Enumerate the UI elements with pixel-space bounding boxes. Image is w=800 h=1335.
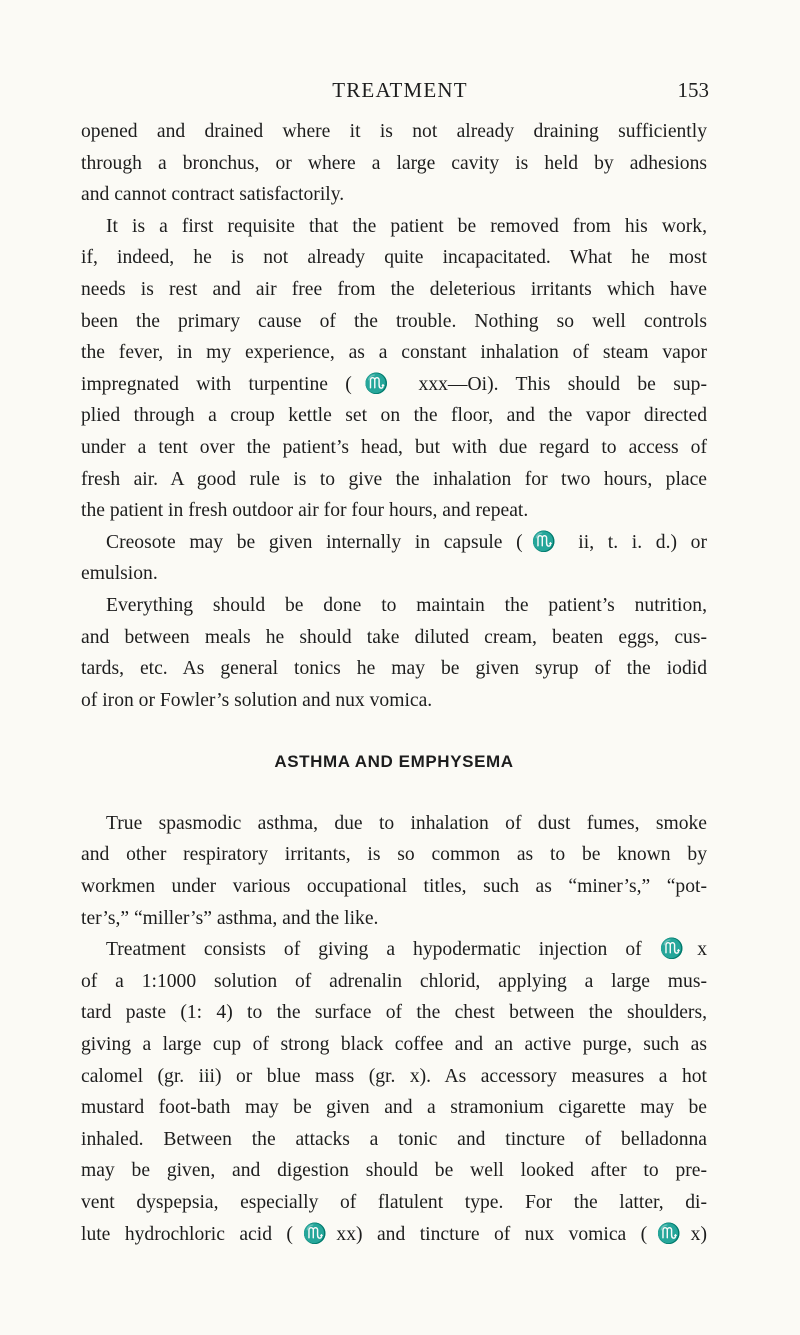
text-line: Everything should be done to maintain the patient’s nutrition, [106, 594, 707, 616]
section-heading: ASTHMA AND EMPHYSEMA [274, 752, 514, 772]
text-line: tard paste (1: 4) to the surface of the chest between the shoulders, [81, 1002, 707, 1024]
text-line: lute hydrochloric acid (♏xx) and tincture of nux vomica (♏x) [81, 1223, 707, 1245]
text-line: through a bronchus, or where a large cavity is held by adhesions [81, 152, 707, 174]
text-line: been the primary cause of the trouble. Nothing so well controls [81, 310, 707, 332]
text-line: of a 1:1000 solution of adrenalin chlorid, applying a large mus- [81, 970, 707, 992]
text-line: impregnated with turpentine (♏ xxx—Oi). This should be sup- [81, 373, 707, 395]
page-number: 153 [677, 78, 709, 102]
text-line: the patient in fresh outdoor air for four hours, and repeat. [81, 500, 529, 522]
text-line: tards, etc. As general tonics he may be given syrup of the iodid [81, 658, 707, 680]
paragraph-drainage [81, 116, 707, 211]
text-line: and cannot contract satisfactorily. [81, 184, 345, 206]
text-line: needs is rest and air free from the deleterious irritants which have [81, 278, 707, 300]
text-line: under a tent over the patient’s head, but with due regard to access of [81, 436, 707, 458]
text-line: opened and drained where it is not already draining sufficiently [81, 121, 707, 142]
text-line: mustard foot-bath may be given and a stramonium cigarette may be [81, 1097, 707, 1119]
text-line: It is a first requisite that the patient be removed from his work, [106, 215, 707, 237]
text-line: ter’s,” “miller’s” asthma, and the like. [81, 907, 379, 929]
text-line: True spasmodic asthma, due to inhalation of dust fumes, smoke [106, 812, 707, 834]
text-line: Creosote may be given internally in capsule (♏ ii, t. i. d.) or [106, 531, 707, 553]
text-line: of iron or Fowler’s solution and nux vomica. [81, 689, 433, 711]
running-head [0, 78, 800, 108]
text-line: vent dyspepsia, especially of flatulent type. For the latter, di- [81, 1192, 707, 1213]
paragraph-creosote [81, 527, 707, 590]
text-line: if, indeed, he is not already quite incapacitated. What he most [81, 247, 707, 269]
paragraph-rest [81, 211, 707, 527]
text-line: plied through a croup kettle set on the floor, and the vapor directed [81, 405, 707, 427]
paragraph-asthma [81, 808, 707, 934]
text-line: fresh air. A good rule is to give the inhalation for two hours, place [81, 468, 707, 490]
text-line: the fever, in my experience, as a constant inhalation of steam vapor [81, 342, 707, 364]
running-title: TREATMENT [332, 78, 468, 102]
text-line: and other respiratory irritants, is so common as to be known by [81, 844, 707, 866]
text-line: calomel (gr. iii) or blue mass (gr. x). As accessory measures a hot [81, 1065, 707, 1087]
text-line: may be given, and digestion should be well looked after to pre- [81, 1160, 707, 1182]
text-line: emulsion. [81, 563, 158, 585]
text-line: Treatment consists of giving a hypodermatic injection of ♏x [106, 939, 707, 961]
text-line: and between meals he should take diluted cream, beaten eggs, cus- [81, 626, 707, 648]
paragraph-treatment [81, 934, 707, 1250]
text-block [81, 116, 707, 1250]
text-line: inhaled. Between the attacks a tonic and tincture of belladonna [81, 1128, 707, 1150]
text-line: workmen under various occupational titles, such as “miner’s,” “pot- [81, 876, 707, 898]
paragraph-nutrition [81, 590, 707, 716]
text-line: giving a large cup of strong black coffee and an active purge, such as [81, 1034, 707, 1056]
